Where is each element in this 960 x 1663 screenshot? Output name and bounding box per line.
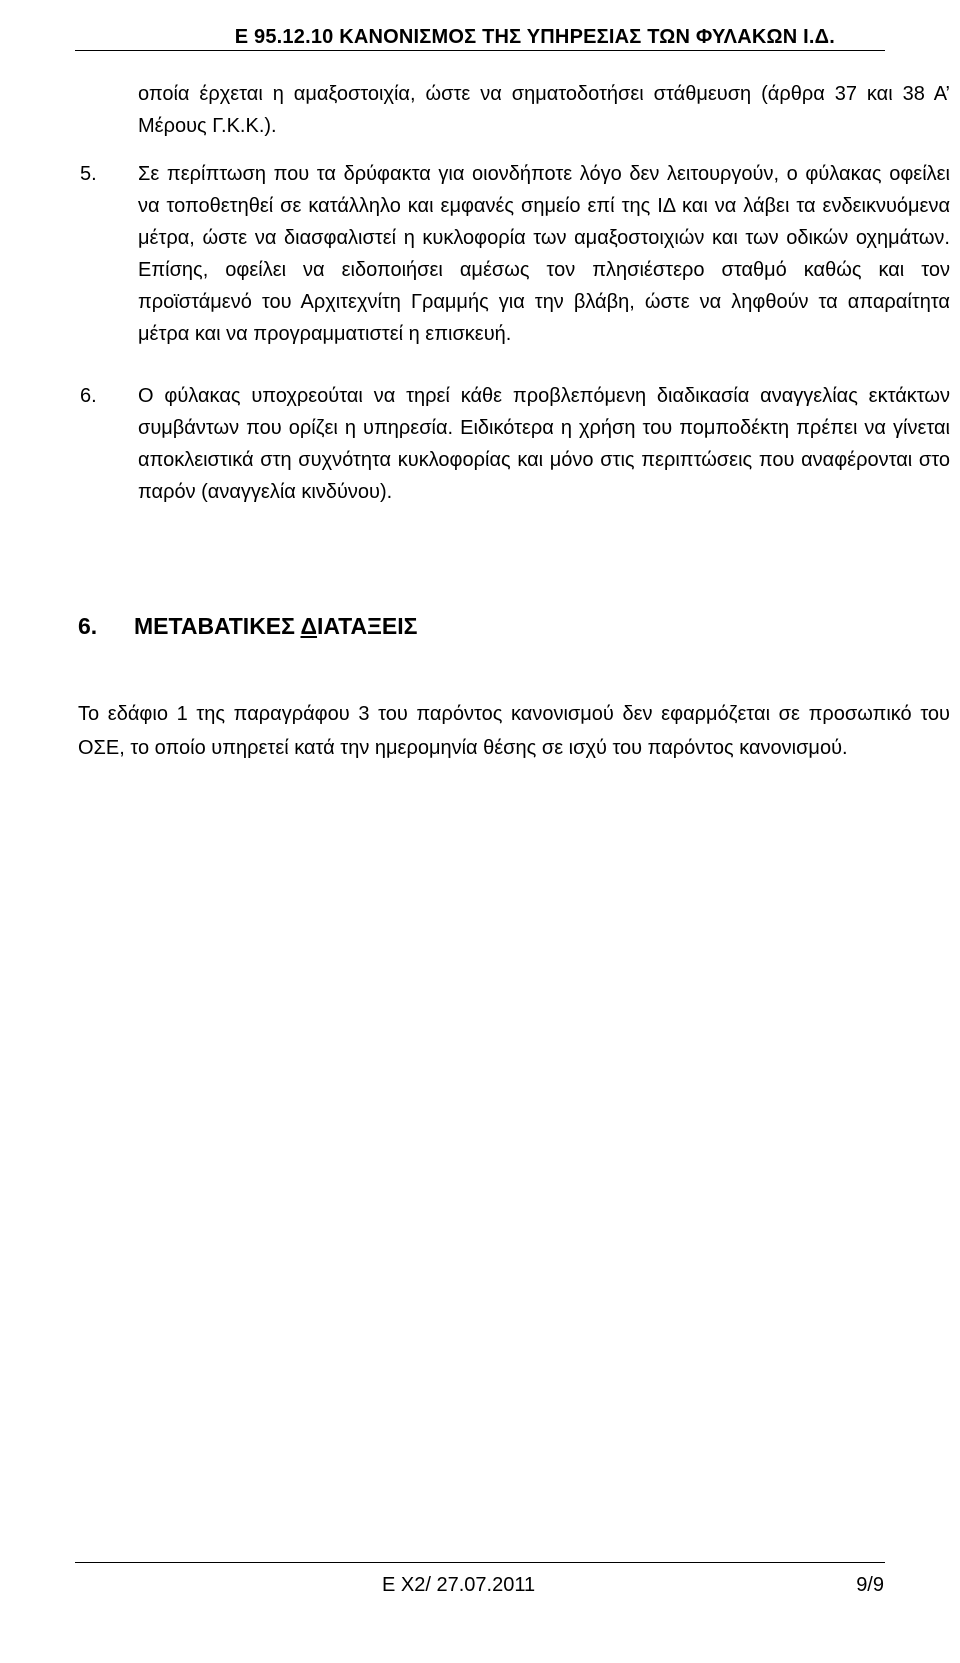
footer-page-number: 9/9 <box>856 1574 884 1596</box>
section-title-prefix: ΜΕΤΑΒΑΤΙΚΕΣ <box>134 613 301 639</box>
footer-divider <box>75 1562 885 1563</box>
list-item-number: 5. <box>80 163 97 185</box>
list-item-5 <box>80 158 950 350</box>
header-divider <box>75 50 885 51</box>
section-title-underlined: Δ <box>300 613 318 639</box>
list-item-text: Σε περίπτωση που τα δρύφακτα για οιονδήποτε λόγο δεν λειτουργούν, ο φύλακας οφείλει να τοποθετηθεί σε κατάλληλο και εμφανές σημείο επί της ΙΔ και να λάβει τα ενδεικνυόμενα μέτρα, ώστε να διασφαλιστεί η κυκλοφορία των αμαξοστοιχιών και των οδικών οχημάτων. Επίσης, οφείλει να ειδοποιήσει αμέσως τον πλησιέστερο σταθμό καθώς και τον προϊστάμενό του Αρχιτεχνίτη Γραμμής για την βλάβη, ώστε να ληφθούν τα απαραίτητα μέτρα και να προγραμματιστεί η επισκευή. <box>138 163 950 345</box>
section-title-suffix: ΙΑΤΑΞΕΙΣ <box>317 613 418 639</box>
list-item-number: 6. <box>80 385 97 407</box>
section-heading <box>78 613 417 640</box>
section-number: 6. <box>78 613 98 639</box>
document-header-title: Ε 95.12.10 ΚΑΝΟΝΙΣΜΟΣ ΤΗΣ ΥΠΗΡΕΣΙΑΣ ΤΩΝ ΦΥΛΑΚΩΝ Ι.Δ. <box>234 26 835 48</box>
list-item-6 <box>80 380 950 508</box>
continuation-paragraph: οποία έρχεται η αμαξοστοιχία, ώστε να σηματοδοτήσει στάθμευση (άρθρα 37 και 38 Α’ Μέρους Γ.Κ.Κ.). <box>138 83 950 137</box>
final-paragraph: Το εδάφιο 1 της παραγράφου 3 του παρόντος κανονισμού δεν εφαρμόζεται σε προσωπικό του ΟΣΕ, το οποίο υπηρετεί κατά την ημερομηνία θέσης σε ισχύ του παρόντος κανονισμού. <box>78 703 950 759</box>
list-item-text: Ο φύλακας υποχρεούται να τηρεί κάθε προβλεπόμενη διαδικασία αναγγελίας εκτάκτων συμβάντων που ορίζει η υπηρεσία. Ειδικότερα η χρήση του πομποδέκτη πρέπει να γίνεται αποκλειστικά στη συχνότητα κυκλοφορίας και μόνο στις περιπτώσεις που αναφέρονται στο παρόν (αναγγελία κινδύνου). <box>138 385 950 503</box>
footer-doc-ref: Ε Χ2/ 27.07.2011 <box>382 1574 536 1596</box>
